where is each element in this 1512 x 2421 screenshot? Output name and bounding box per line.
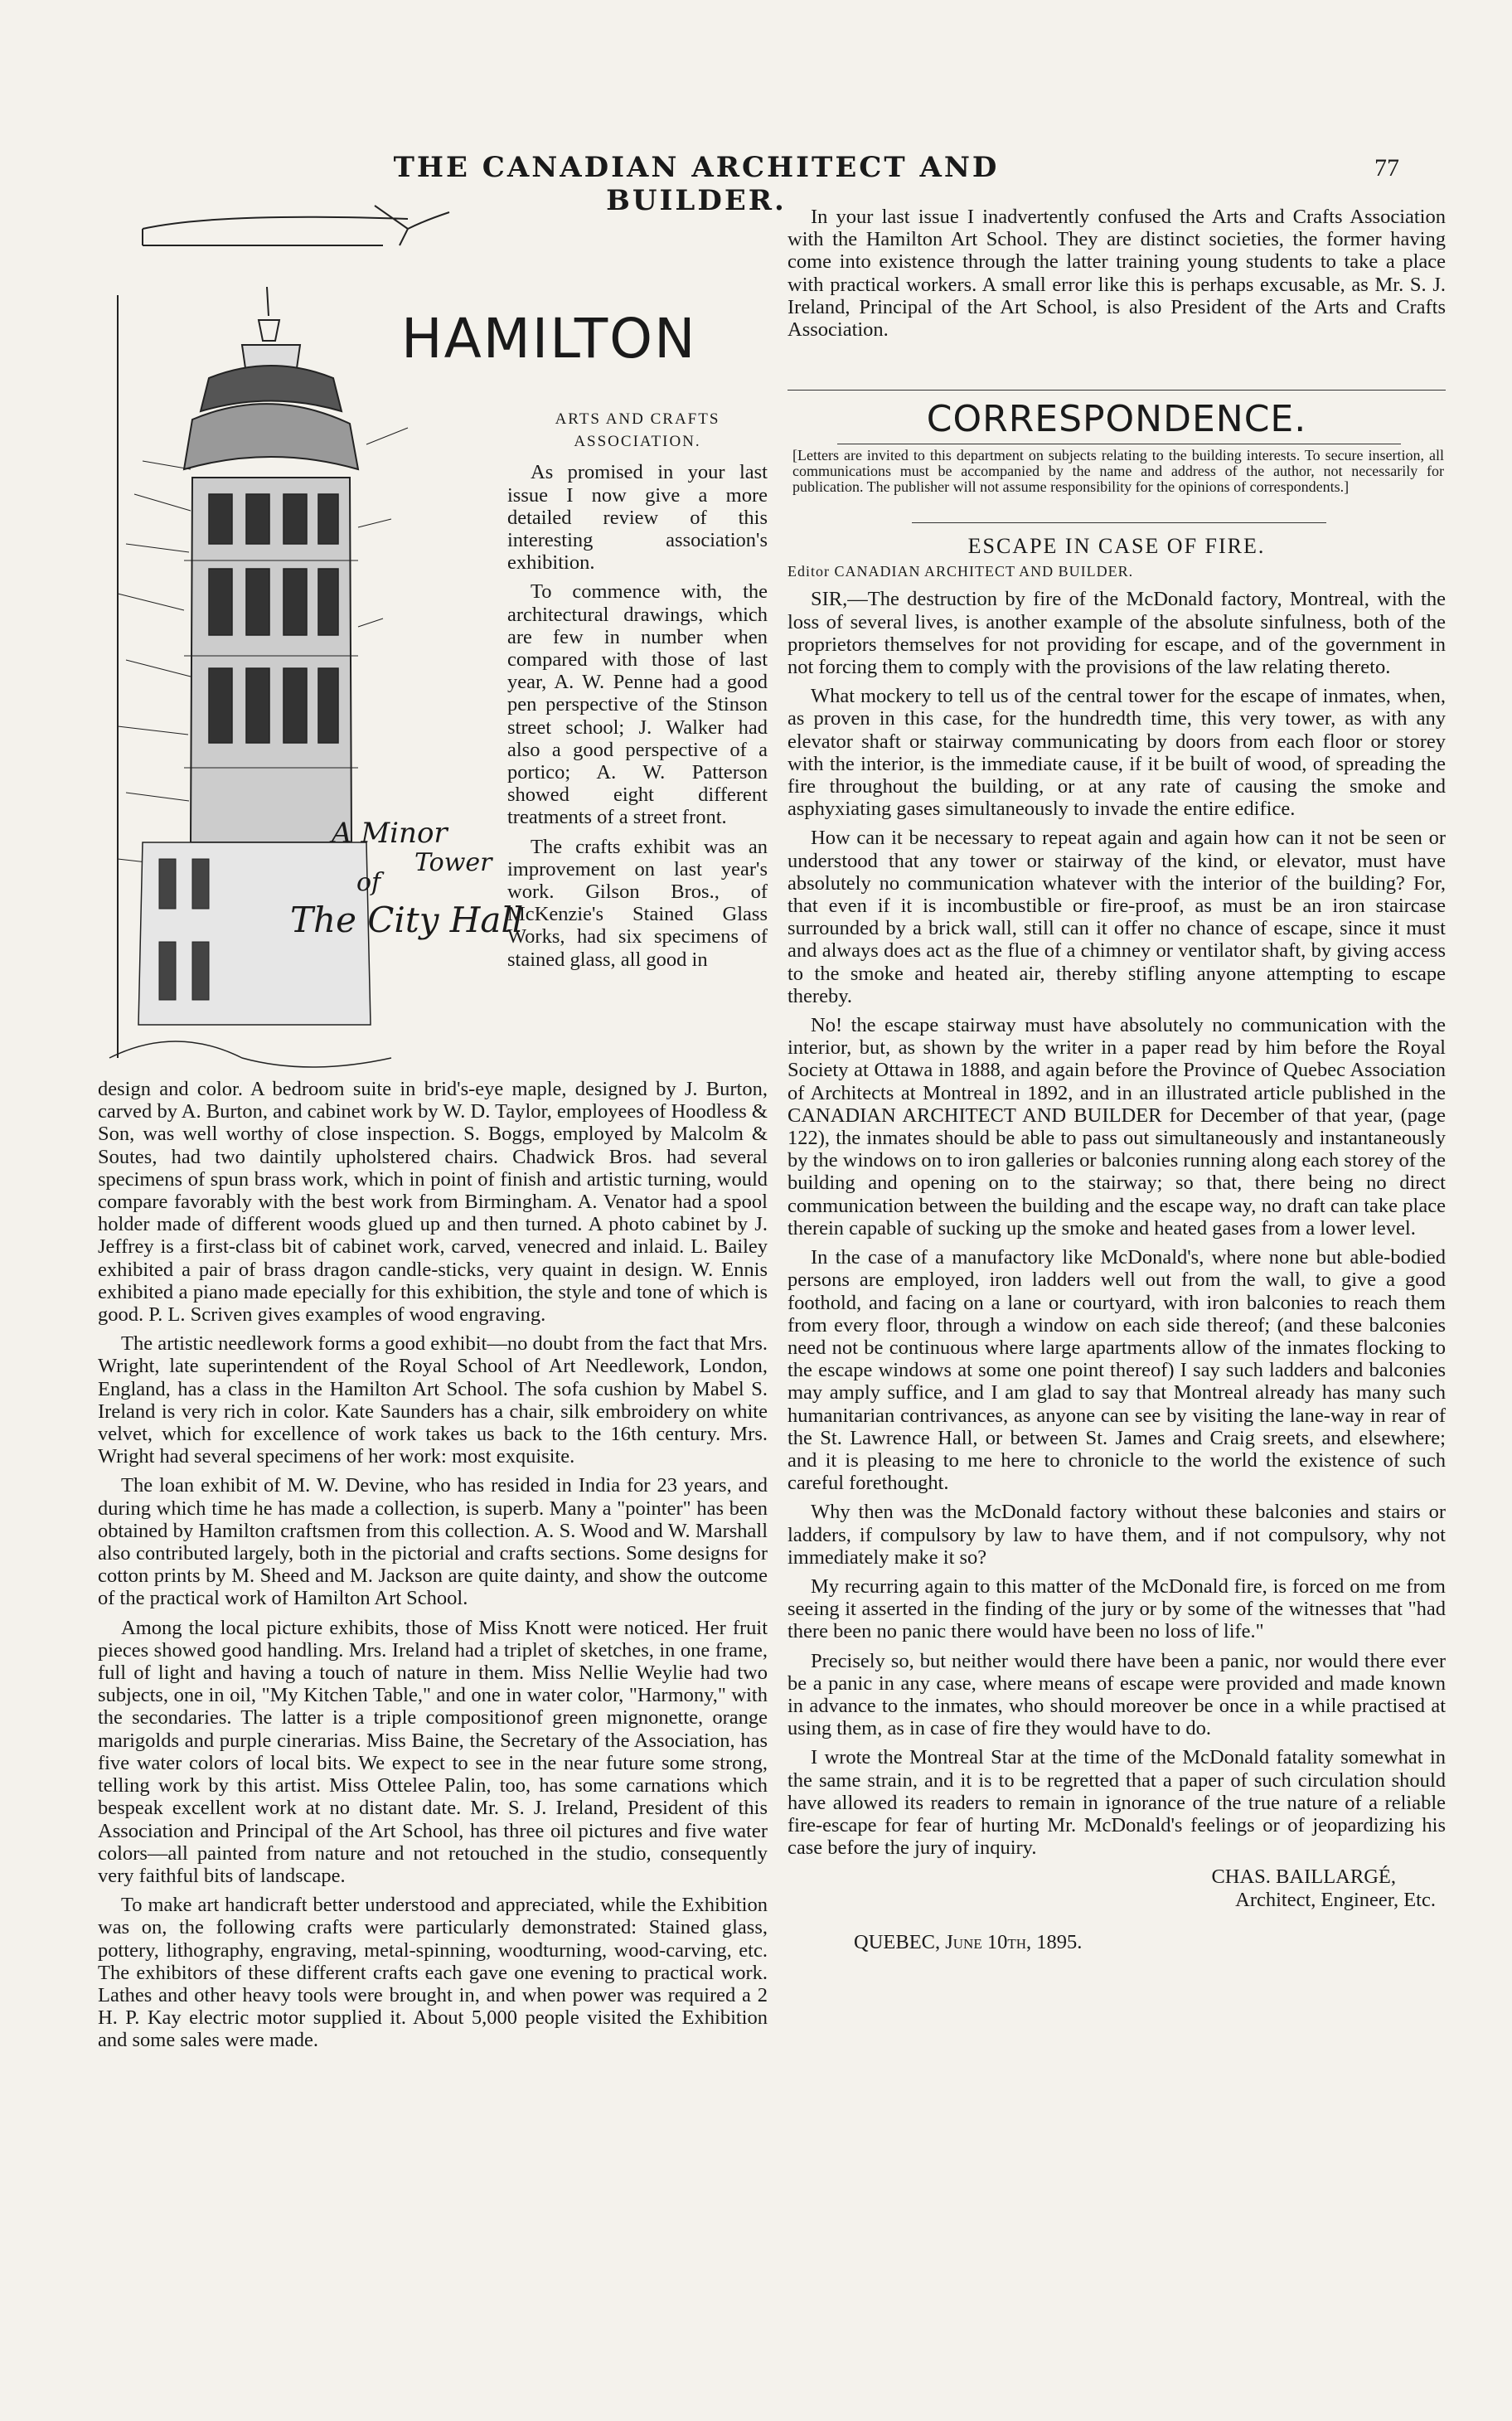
letter-paragraph-1: SIR,—The destruction by fire of the McDonald factory, Montreal, with the loss of several lives, is another example of the absolute sinfulness, both of the proprietors themselves for not providing for escape, and of the government in not forcing them to comply with the provisions of the law relating thereto.	[788, 588, 1446, 679]
rule-above-correspondence	[788, 390, 1446, 391]
hamilton-article-intro	[507, 408, 768, 978]
intro-paragraph-3: The crafts exhibit was an improvement on last year's work. Gilson Bros., of McKenzie's Stained Glass Works, had six specimens of stained glass, all good in	[507, 835, 768, 971]
illustration-caption	[290, 817, 524, 958]
caption-line-3: of	[356, 868, 381, 897]
signature-name: CHAS. BAILLARGÉ,	[1211, 1865, 1396, 1889]
body-paragraph-4: Among the local picture exhibits, those of Miss Knott were noticed. Her fruit pieces showed good handling. Mrs. Ireland had a triplet of sketches, in one frame, full of light and having a touch of nature in them. Miss Nellie Weylie had two subjects, one in oil, "My Kitchen Table," and one in water color, "Harmony," with the secondaries. The latter is a triple compositionof green mignonette, orange marigolds and purple cinerarias. Miss Baine, the Secretary of the Association, has five water colors of local bits. We expect to see in the near future some strong, telling work by this artist. Miss Ottelee Palin, too, has some carnations which bespeak excellent work at no distant date. Mr. S. J. Ireland, President of this Association and Principal of the Art School, has three oil pictures and five water colors—all painted from nature and not retouched in the studio, consequently very faithful bits of landscape.	[98, 1616, 768, 1887]
letter-paragraph-2: What mockery to tell us of the central tower for the escape of inmates, when, as proven in this case, for the hundredth time, this very tower, as with any elevator shaft or stairway communicating by doors from each floor or storey with the interior, is the immediate cause, if it be built of wood, of spreading the fire throughout the building, or at any rate of causing the smoke and asphyxiating gases simultaneously to invade the entire edifice.	[788, 685, 1446, 821]
correction-paragraph: In your last issue I inadvertently confused the Arts and Crafts Association with the Hamilton Art School. They are distinct societies, the former having come into existence through the latter training young students to take a place with practical workers. A small error like this is perhaps excusable, as Mr. S. J. Ireland, Principal of the Art School, is also President of the Arts and Crafts Association.	[788, 206, 1446, 342]
body-paragraph-2: The artistic needlework forms a good exhibit—no doubt from the fact that Mrs. Wright, late superintendent of the Royal School of Art Needlework, London, England, has a class in the Hamilton Art School. The sofa cushion by Mabel S. Ireland is very rich in color. Kate Saunders has a chair, silk embroidery on white velvet, which for excellence of work takes us back to the 16th century. Mrs. Wright had several specimens of her work: most exquisite.	[98, 1332, 768, 1468]
running-head: THE CANADIAN ARCHITECT AND BUILDER.	[393, 151, 1000, 217]
correspondence-heading: CORRESPONDENCE.	[926, 398, 1307, 440]
fire-escape-letter	[788, 535, 1446, 1953]
editor-line: Editor CANADIAN ARCHITECT AND BUILDER.	[788, 563, 1134, 580]
intro-paragraph-1: As promised in your last issue I now give a more detailed review of this interesting association's exhibition.	[507, 461, 768, 575]
hamilton-subheading: ARTS AND CRAFTS ASSOCIATION.	[555, 410, 720, 451]
letter-paragraph-6: Why then was the McDonald factory without these balconies and stairs or ladders, if compulsory by law to have them, and if not compulsory, why not immediately make it so?	[788, 1501, 1446, 1569]
dateline: QUEBEC, June 10th, 1895.	[854, 1930, 1083, 1953]
caption-line-1: A Minor	[332, 817, 448, 850]
correspondence-note: [Letters are invited to this department on subjects relating to the building interests. To secure insertion, all communications must be accompanied by the name and address of the author, not necessarily for publication. The publisher will not assume responsibility for the opinions of correspondents.]	[792, 447, 1444, 495]
hamilton-article-body	[98, 1078, 768, 2059]
body-paragraph-5: To make art handicraft better understood and appreciated, while the Exhibition was on, the following crafts were particularly demonstrated: Stained glass, pottery, lithography, engraving, metal-spinning, woodturning, wood-carving, etc. The exhibitors of these different crafts each gave one evening to practical work. Lathes and other heavy tools were brought in, and when power was required a 2 H. P. Kay electric motor supplied it. About 5,000 people visited the Exhibition and some sales were made.	[98, 1894, 768, 2052]
body-paragraph-3: The loan exhibit of M. W. Devine, who has resided in India for 23 years, and during which time he has made a collection, is superb. Many a "pointer" has been obtained by Hamilton craftsmen from this collection. A. S. Wood and W. Marshall also contributed largely, both in the pictorial and crafts sections. Some designs for cotton prints by M. Sheed and M. Jackson are quite dainty, and show the outcome of the practical work of Hamilton Art School.	[98, 1474, 768, 1610]
page-number: 77	[1374, 154, 1399, 182]
letter-paragraph-5: In the case of a manufactory like McDonald's, where none but able-bodied persons are employed, iron ladders well out from the wall, to give a good foothold, and facing on a lane or courtyard, with iron balconies to reach them from every floor, through a window on each side thereof; (and these balconies need not be continuous where large apartments allow of the inmates flocking to the escape windows at some one point thereof) I say such ladders and balconies may amply suffice, and I am glad to say that Montreal already has many such humanitarian contrivances, as anyone can see by visiting the lane-way in rear of the St. Lawrence Hall, or between St. James and Craig sreets, and elsewhere; and it is pleasing to me here to chronicle to the world the existence of such careful forethought.	[788, 1246, 1446, 1495]
caption-line-2: Tower	[414, 848, 492, 877]
letter-paragraph-4: No! the escape stairway must have absolutely no communication with the interior, but, as shown by the writer in a paper read by him before the Royal Society at Ottawa in 1888, and again before the Province of Quebec Association of Architects at Montreal in 1892, and in an illustrated article published in the CANADIAN ARCHITECT AND BUILDER for December of that year, (page 122), the inmates should be able to pass out simultaneously and instantaneously by the windows on to iron galleries or balconies running along each storey of the building and opening on to the stairway; so that, there being no direct communication between the building and the escape way, no draft can take place therein capable of sucking up the smoke and heated gases from a lower level.	[788, 1014, 1446, 1240]
rule-below-note	[912, 522, 1326, 523]
correction-note	[788, 206, 1446, 347]
body-paragraph-1: design and color. A bedroom suite in brid's-eye maple, designed by J. Burton, carved by A. Burton, and cabinet work by W. D. Taylor, employees of Hoodless & Son, was well worthy of close inspection. S. Boggs, employed by Malcolm & Soutes, had two daintily upholstered chairs. Chadwick Bros. had several specimens of spun brass work, which in point of finish and artistic turning, would compare favorably with the best work from Birmingham. A. Venator had a spool holder made of different woods glued up and then turned. A photo cabinet by J. Jeffrey is a first-class bit of cabinet work, carved, venecred and inlaid. L. Bailey exhibited a pair of brass dragon candle-sticks, very quaint in design. W. Ennis exhibited a piano made epecially for this exhibition, the style and tone of which is good. P. L. Scriven gives examples of wood engraving.	[98, 1078, 768, 1327]
letter-paragraph-7: My recurring again to this matter of the McDonald fire, is forced on me from seeing it asserted in the finding of the jury or by some of the witnesses that "had there been no panic there would have been no loss of life."	[788, 1574, 1446, 1643]
article-title: ESCAPE IN CASE OF FIRE.	[967, 534, 1266, 558]
letter-paragraph-9: I wrote the Montreal Star at the time of the McDonald fatality somewhat in the same strain, and it is to be regretted that a paper of such circulation should have allowed its readers to remain in ignorance of the true nature of a reliable fire-escape for fear of hurting Mr. McDonald's feelings or of jeopardizing his case before the jury of inquiry.	[788, 1746, 1446, 1860]
caption-line-4: The City Hall	[290, 900, 524, 940]
intro-paragraph-2: To commence with, the architectural drawings, which are few in number when compared with those of last year, A. W. Penne had a good pen perspective of the Stinson street school; J. Walker had also a good perspective of a portico; A. W. Patterson showed eight different treatments of a street front.	[507, 580, 768, 829]
letter-paragraph-8: Precisely so, but neither would there have been a panic, nor would there ever be a panic in any case, where means of escape were provided and made known in advance to the inmates, who should moreover be once in a while practised at using them, as in case of fire they would have to do.	[788, 1649, 1446, 1740]
signature-title: Architect, Engineer, Etc.	[1235, 1888, 1436, 1911]
hamilton-title: HAMILTON	[401, 307, 697, 371]
letter-paragraph-3: How can it be necessary to repeat again and again how can it not be seen or understood that any tower or stairway of the kind, or elevator, must have absolutely no communication whatever with the interior of the building? For, that even if it is incombustible or fire-proof, as must be an iron staircase surrounded by a brick wall, still can it offer no chance of escape, since it must and always does act as the flue of a chimney or ventilator shaft, by giving access to the smoke and heated air, thereby stifling anyone attempting to escape thereby.	[788, 827, 1446, 1007]
